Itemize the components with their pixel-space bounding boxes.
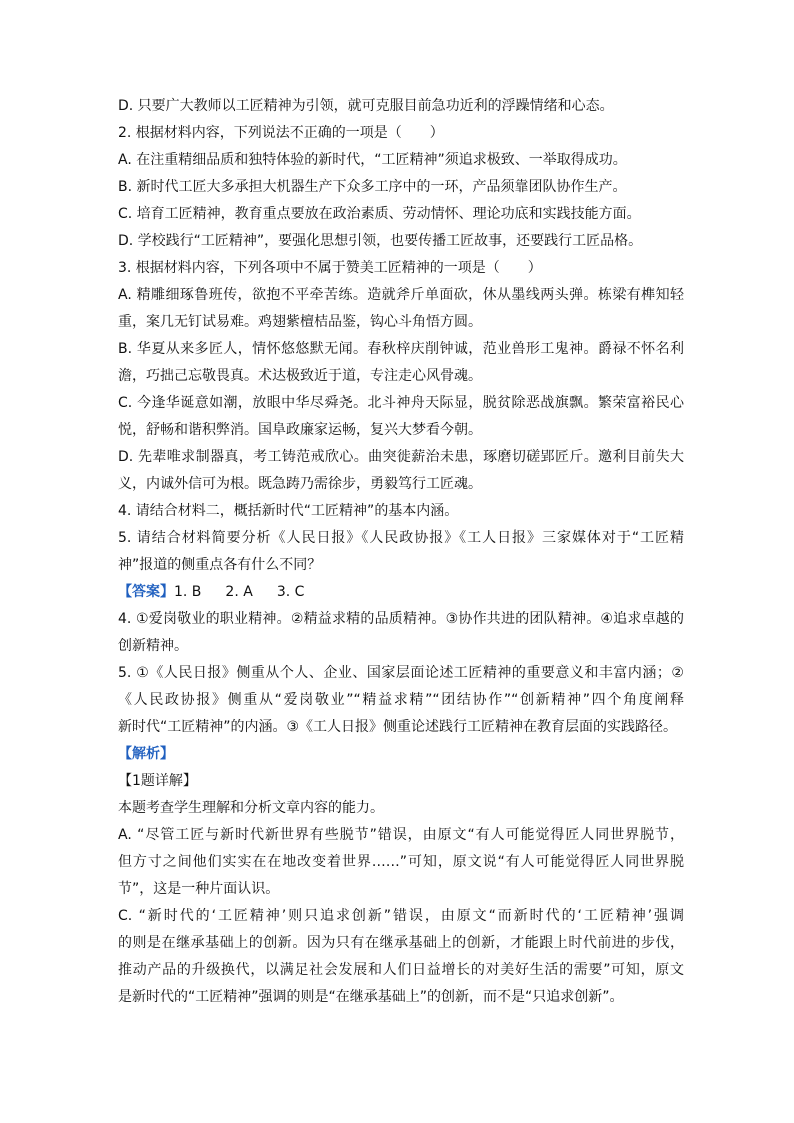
answer-5-line3: 新时代“工匠精神”的内涵。③《工人日报》侧重论述践行工匠精神在教育层面的实践路径。 — [118, 719, 678, 735]
answer-row — [118, 579, 684, 606]
answer-5-line1: 5. ①《人民日报》侧重从个人、企业、国家层面论述工匠精神的重要意义和丰富内涵；② — [118, 665, 684, 681]
answer-5-line2: 《人民政协报》侧重从“爱岗敬业”“精益求精”“团结协作”“创新精神”四个角度阐释 — [118, 692, 684, 708]
q1-option-d: D. 只要广大教师以工匠精神为引领，就可克服目前急功近利的浮躁情绪和心态。 — [118, 98, 614, 114]
q3-option-b-line1: B. 华夏从来多匠人，情怀悠悠默无闻。春秋梓庆削钟诚，范业兽形工鬼神。爵禄不怀名利 — [118, 341, 684, 357]
q3-option-a-line1: A. 精雕细琢鲁班传，欲抱不平牵苦练。造就斧斤单面砍，休从墨线两头弹。栋梁有榫知轻 — [118, 287, 684, 303]
document-page — [118, 93, 684, 1011]
q2-option-c: C. 培育工匠精神，教育重点要放在政治素质、劳动情怀、理论功底和实践技能方面。 — [118, 206, 641, 222]
q3-option-b-line2: 澹，巧拙己忘敬畏真。术达极致近于道，专注走心风骨魂。 — [118, 368, 482, 384]
q3-option-c-line2: 悦，舒畅和谐积弊消。国阜政廉家运畅，复兴大梦看今朝。 — [118, 422, 482, 438]
q2-option-b: B. 新时代工匠大多承担大机器生产下众多工序中的一环，产品须靠团队协作生产。 — [118, 179, 627, 195]
explanation-c-line1: C. “新时代的‘工匠精神’则只追求创新”错误，由原文“而新时代的‘工匠精神’强调 — [118, 908, 684, 924]
q5-stem-line1: 5. 请结合材料简要分析《人民日报》《人民政协报》《工人日报》三家媒体对于“工匠精 — [118, 530, 684, 546]
explanation-a-line1: A. “尽管工匠与新时代新世界有些脱节”错误，由原文“有人可能觉得匠人同世界脱节， — [118, 827, 684, 843]
explanation-c-line3: 推动产品的升级换代，以满足社会发展和人们日益增长的对美好生活的需要”可知，原文 — [118, 962, 684, 978]
q3-option-d-line1: D. 先辈唯求制器真，考工铸范戒欣心。曲突徙薪治未患，琢磨切磋郢匠斤。邀利目前失大 — [118, 449, 684, 465]
q3-option-c-line1: C. 今逢华诞意如潮，放眼中华尽舜尧。北斗神舟天际显，脱贫除恶战旗飘。繁荣富裕民心 — [118, 395, 684, 411]
q3-stem: 3. 根据材料内容，下列各项中不属于赞美工匠精神的一项是（ ） — [118, 260, 542, 276]
q2-option-a: A. 在注重精细品质和独特体验的新时代，“工匠精神”须追求极致、一举取得成功。 — [118, 152, 627, 168]
answer-3: 3. C — [276, 584, 305, 600]
answer-2: 2. A — [225, 584, 253, 600]
q3-option-a-line2: 重，案几无钉试易难。鸡翅紫檀桔品鉴，钩心斗角悟方圆。 — [118, 314, 482, 330]
answer-4-line1: 4. ①爱岗敬业的职业精神。②精益求精的品质精神。③协作共进的团队精神。④追求卓越的 — [118, 611, 684, 627]
analysis-label: 【解析】 — [118, 746, 174, 762]
explanation-c-line2: 的则是在继承基础上的创新。因为只有在继承基础上的创新，才能跟上时代前进的步伐， — [118, 935, 684, 951]
explanation-a-line3: 节”，这是一种片面认识。 — [118, 881, 280, 897]
q2-option-d: D. 学校践行“工匠精神”，要强化思想引领，也要传播工匠故事，还要践行工匠品格。 — [118, 233, 643, 249]
explanation-c-line4: 是新时代的“工匠精神”强调的则是“在继承基础上”的创新，而不是“只追求创新”。 — [118, 989, 624, 1005]
answer-label: 【答案】 — [118, 584, 174, 600]
answer-1: 1. B — [174, 584, 202, 600]
answer-4-line2: 创新精神。 — [118, 638, 188, 654]
q2-stem: 2. 根据材料内容，下列说法不正确的一项是（ ） — [118, 125, 444, 141]
explanation-a-line2: 但方寸之间他们实实在在地改变着世界……”可知，原文说“有人可能觉得匠人同世界脱 — [118, 854, 684, 870]
q5-stem-line2: 神”报道的侧重点各有什么不同？ — [118, 557, 322, 573]
detail-heading: 【1题详解】 — [118, 773, 197, 789]
explanation-intro: 本题考查学生理解和分析文章内容的能力。 — [118, 800, 384, 816]
q4-stem: 4. 请结合材料二，概括新时代“工匠精神”的基本内涵。 — [118, 503, 459, 519]
q3-option-d-line2: 义，内诚外信可为根。既急踌乃需徐步，勇毅笃行工匠魂。 — [118, 476, 482, 492]
